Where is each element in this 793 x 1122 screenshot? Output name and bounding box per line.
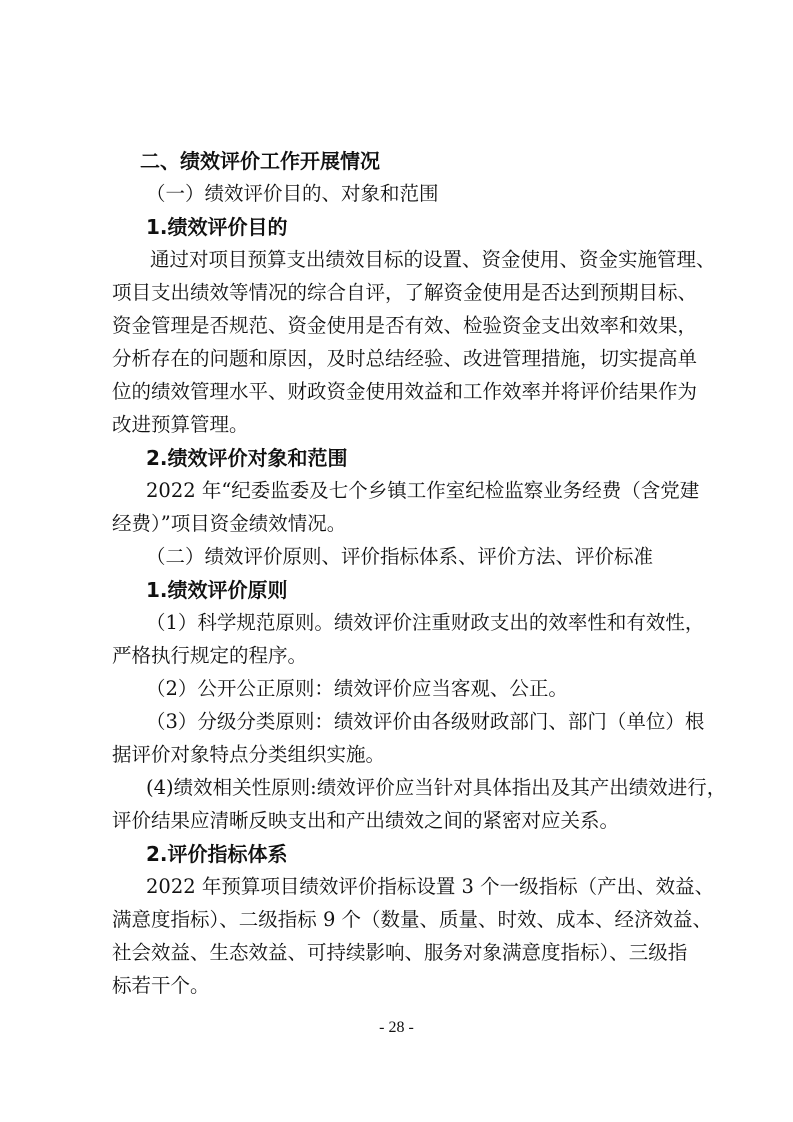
paragraph-purpose-line-3: 资金管理是否规范、资金使用是否有效、检验资金支出效率和效果， [112,314,698,337]
paragraph-purpose-line-5: 位的绩效管理水平、财政资金使用效益和工作效率并将评价结果作为 [112,380,698,403]
heading-principles: 1.绩效评价原则 [146,578,288,602]
subsection-2-title: （二）绩效评价原则、评价指标体系、评价方法、评价标准 [146,545,654,568]
principle-2: （2）公开公正原则：绩效评价应当客观、公正。 [146,677,568,700]
paragraph-scope-line-1: 2022 年“纪委监委及七个乡镇工作室纪检监察业务经费（含党建 [146,479,700,502]
principle-4-line-1: (4)绩效相关性原则:绩效评价应当针对具体指出及其产出绩效进行， [146,776,727,799]
page-number: - 28 - [379,1019,414,1036]
paragraph-purpose-line-1: 通过对项目预算支出绩效目标的设置、资金使用、资金实施管理、 [150,248,716,271]
subsection-1-title: （一）绩效评价目的、对象和范围 [146,182,439,205]
principle-3-line-2: 据评价对象特点分类组织实施。 [112,743,386,766]
paragraph-indicators-line-2: 满意度指标）、二级指标 9 个（数量、质量、时效、成本、经济效益、 [112,908,713,931]
heading-indicators: 2.评价指标体系 [146,842,288,866]
principle-4-line-2: 评价结果应清晰反映支出和产出绩效之间的紧密对应关系。 [112,809,620,832]
heading-purpose: 1.绩效评价目的 [146,215,288,239]
paragraph-purpose-line-4: 分析存在的问题和原因，及时总结经验、改进管理措施，切实提高单 [112,347,698,370]
paragraph-purpose-line-6: 改进预算管理。 [112,413,249,436]
principle-1-line-2: 严格执行规定的程序。 [112,644,308,667]
paragraph-indicators-line-3: 社会效益、生态效益、可持续影响、服务对象满意度指标）、三级指 [112,941,688,964]
paragraph-scope-line-2: 经费）”项目资金绩效情况。 [112,512,347,535]
paragraph-indicators-line-4: 标若干个。 [112,974,210,997]
heading-scope: 2.绩效评价对象和范围 [146,446,348,470]
paragraph-indicators-line-1: 2022 年预算项目绩效评价指标设置 3 个一级指标（产出、效益、 [146,875,715,898]
principle-1-line-1: （1）科学规范原则。绩效评价注重财政支出的效率性和有效性， [146,611,705,634]
principle-3-line-1: （3）分级分类原则：绩效评价由各级财政部门、部门（单位）根 [146,710,705,733]
paragraph-purpose-line-2: 项目支出绩效等情况的综合自评，了解资金使用是否达到预期目标、 [112,281,698,304]
section-title: 二、绩效评价工作开展情况 [140,149,380,173]
